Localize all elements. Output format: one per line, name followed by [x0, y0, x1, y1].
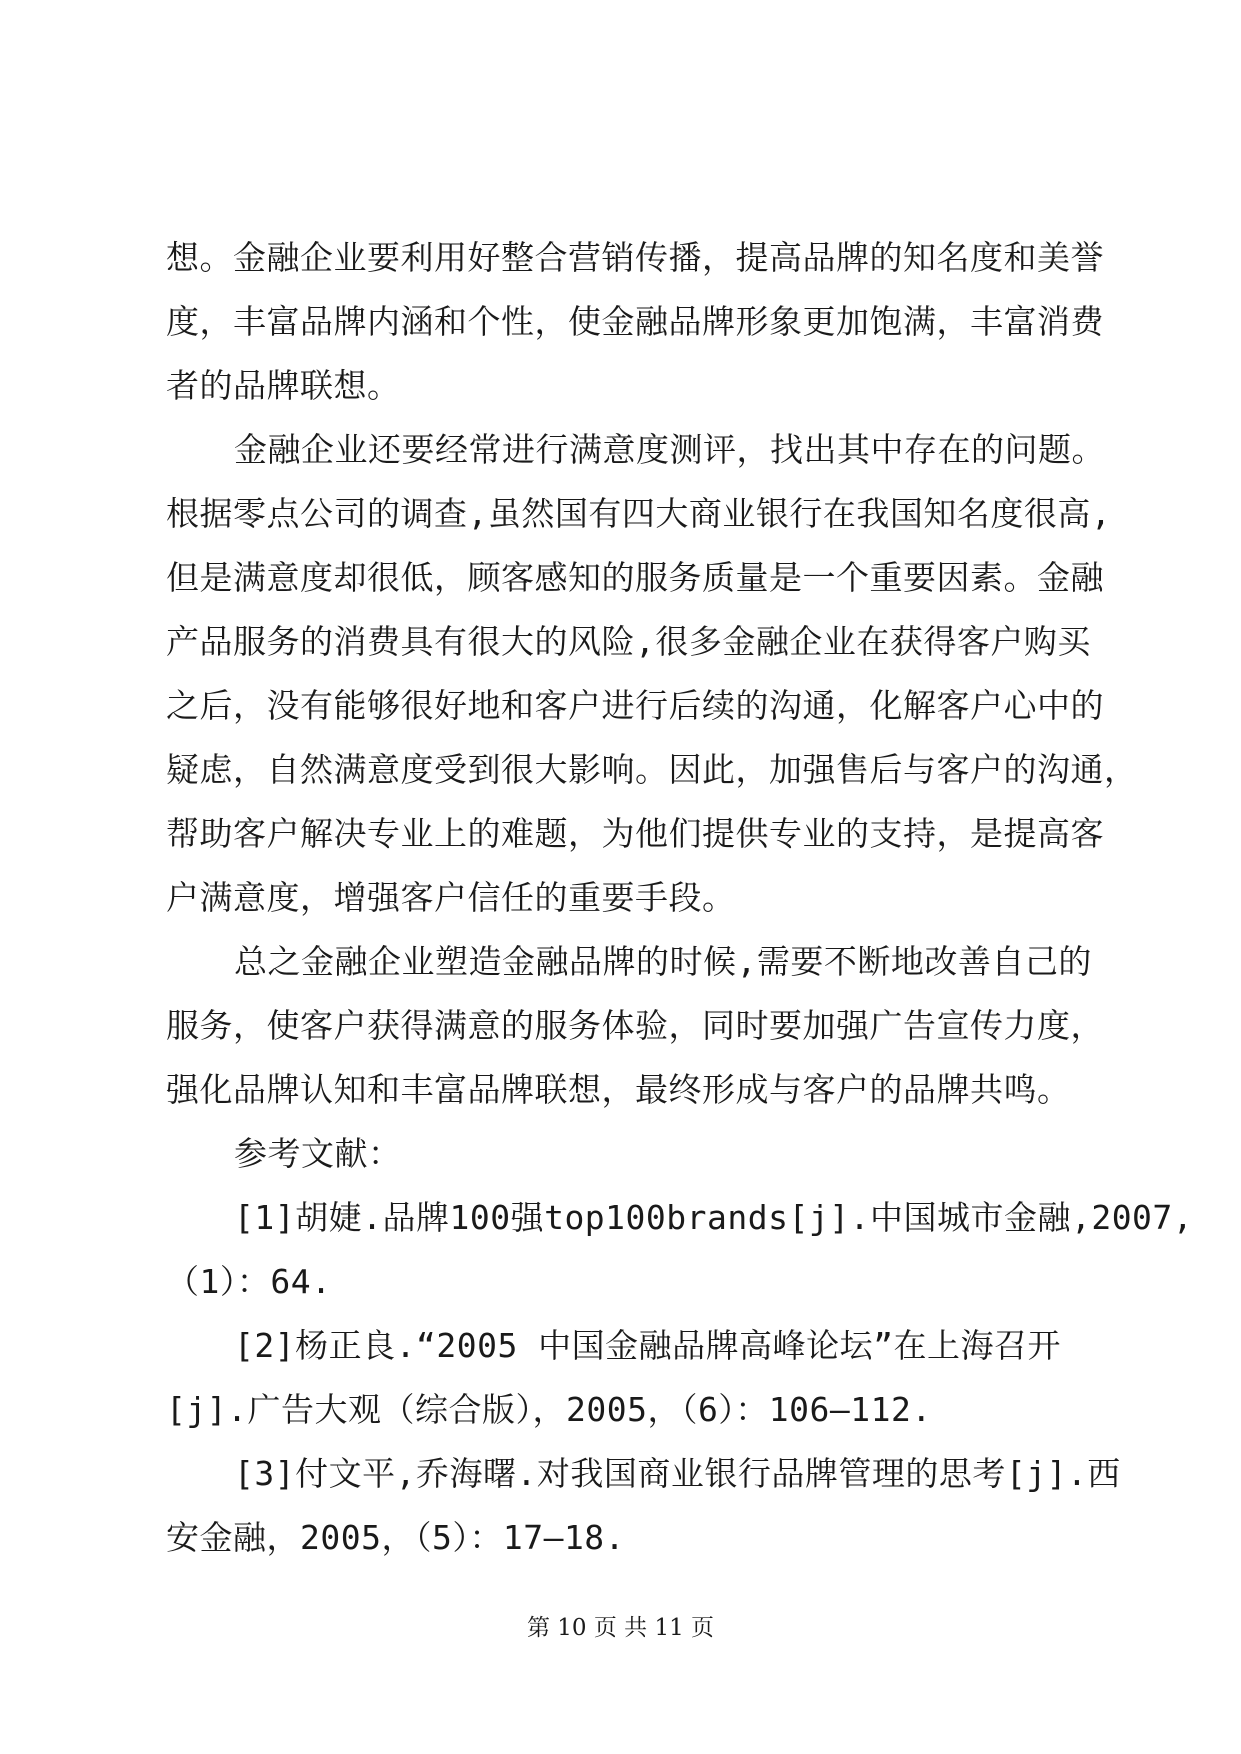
- paragraph-continued: [166, 226, 1104, 418]
- text-line: 强化品牌认知和丰富品牌联想，最终形成与客户的品牌共鸣。: [166, 1070, 1071, 1109]
- text-line: 安金融，2005，（5）：17—18.: [166, 1518, 626, 1557]
- text-line: 度，丰富品牌内涵和个性，使金融品牌形象更加饱满，丰富消费: [166, 302, 1104, 341]
- text-line: 服务，使客户获得满意的服务体验，同时要加强广告宣传力度，: [166, 1006, 1104, 1045]
- text-line: 但是满意度却很低，顾客感知的服务质量是一个重要因素。金融: [166, 558, 1104, 597]
- text-line: [j].广告大观（综合版），2005，（6）：106—112.: [166, 1390, 932, 1429]
- text-line: 想。金融企业要利用好整合营销传播，提高品牌的知名度和美誉: [166, 238, 1104, 277]
- text-line: 产品服务的消费具有很大的风险,很多金融企业在获得客户购买: [166, 622, 1091, 661]
- text-line: 户满意度，增强客户信任的重要手段。: [166, 878, 736, 917]
- text-line: （1）：64.: [166, 1262, 332, 1301]
- text-line: [3]付文平,乔海曙.对我国商业银行品牌管理的思考[j].西: [234, 1454, 1121, 1493]
- text-line: 疑虑，自然满意度受到很大影响。因此，加强售后与客户的沟通，: [166, 750, 1138, 789]
- references-heading: [166, 1122, 1086, 1186]
- text-line: [1]胡婕.品牌100强top100brands[j].中国城市金融,2007,: [234, 1198, 1194, 1237]
- reference-1: [166, 1186, 1194, 1314]
- reference-2: [166, 1314, 1086, 1442]
- document-page: [166, 226, 1194, 1570]
- text-line: 参考文献：: [234, 1134, 402, 1173]
- text-line: 根据零点公司的调查,虽然国有四大商业银行在我国知名度很高,: [166, 494, 1112, 533]
- text-line: 之后，没有能够很好地和客户进行后续的沟通，化解客户心中的: [166, 686, 1104, 725]
- reference-3: [166, 1442, 1121, 1570]
- text-line: [2]杨正良.“2005 中国金融品牌高峰论坛”在上海召开: [234, 1326, 1062, 1365]
- text-line: 金融企业还要经常进行满意度测评，找出其中存在的问题。: [234, 430, 1105, 469]
- page-number-footer: 第 10 页 共 11 页: [526, 1615, 715, 1641]
- paragraph-satisfaction: [166, 418, 1138, 930]
- text-line: 帮助客户解决专业上的难题，为他们提供专业的支持，是提高客: [166, 814, 1104, 853]
- paragraph-conclusion: [166, 930, 1104, 1122]
- text-line: 总之金融企业塑造金融品牌的时候,需要不断地改善自己的: [234, 942, 1092, 981]
- text-line: 者的品牌联想。: [166, 366, 401, 405]
